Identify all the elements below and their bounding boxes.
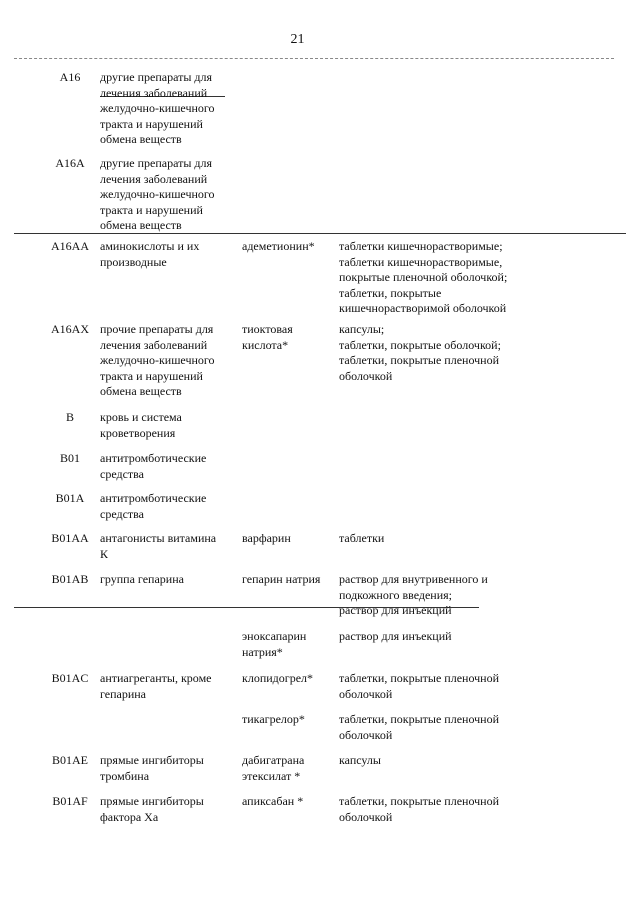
atc-group-name-line: тракта и нарушений [100, 368, 203, 383]
drug-name [242, 531, 337, 547]
dosage-forms-line: подкожного введения; [339, 587, 452, 602]
dosage-forms-line: раствор для инъекций [339, 629, 452, 643]
atc-group-name-line: антитромботические [100, 451, 207, 465]
atc-code: B01AC [51, 671, 89, 685]
dosage-forms-line: таблетки, покрытые пленочной [339, 712, 500, 726]
atc-code: B01AF [52, 794, 88, 808]
atc-group-name-line: средства [100, 506, 145, 521]
dosage-forms-line: капсулы [339, 753, 381, 767]
drug-name-line: дабигатрана [242, 753, 305, 767]
drug-name [242, 671, 337, 687]
atc-group-name-line: лечения заболеваний [100, 337, 208, 352]
atc-group-name-line: желудочно-кишечного [100, 353, 215, 367]
dosage-forms-line: таблетки, покрытые оболочкой; [339, 337, 501, 352]
dosage-forms-line: таблетки [339, 531, 385, 545]
atc-code: B01AB [51, 572, 89, 586]
dosage-forms-line: покрытые пленочной оболочкой; [339, 270, 508, 284]
atc-group-name-line: лечения заболеваний [100, 85, 208, 100]
atc-group-name-line: прочие препараты для [100, 322, 214, 336]
atc-group-name [100, 572, 235, 588]
atc-group-name-line: прямые ингибиторы [100, 753, 204, 767]
dosage-forms [339, 712, 629, 743]
dosage-forms-line: раствор для инъекций [339, 603, 452, 617]
drug-name-line: натрия* [242, 644, 283, 659]
drug-name [242, 572, 337, 588]
dosage-forms-line: таблетки кишечнорастворимые; [339, 239, 503, 253]
dosage-forms-line: таблетки, покрытые пленочной [339, 671, 500, 685]
atc-code: A16AA [51, 239, 89, 253]
atc-group-name-line: фактора Ха [100, 809, 159, 824]
dosage-forms-line: капсулы; [339, 322, 385, 336]
atc-group-name-line: тракта и нарушений [100, 202, 203, 217]
drug-name-line: варфарин [242, 531, 291, 545]
atc-group-name-line: производные [100, 254, 167, 269]
atc-group-name [100, 671, 235, 702]
atc-group-name [100, 531, 235, 562]
atc-group-name [100, 322, 235, 400]
dosage-forms-line: таблетки, покрытые пленочной [339, 353, 500, 367]
drug-name [242, 753, 337, 784]
dosage-forms [339, 671, 629, 702]
atc-group-name-line: аминокислоты и их [100, 239, 200, 253]
atc-code: B01AA [51, 531, 89, 545]
atc-group-name-line: лечения заболеваний [100, 171, 208, 186]
atc-group-name-line: тромбина [100, 768, 150, 783]
page-number: 21 [290, 32, 305, 47]
drug-name [242, 629, 337, 660]
dosage-forms [339, 322, 629, 384]
drug-name [242, 712, 337, 728]
dosage-forms [339, 239, 629, 317]
dosage-forms-line: оболочкой [339, 727, 393, 742]
atc-group-name-line: тракта и нарушений [100, 116, 203, 131]
atc-group-name [100, 753, 235, 784]
atc-code: B01A [55, 491, 85, 505]
atc-group-name-line: прямые ингибиторы [100, 794, 204, 808]
atc-code: A16 [59, 70, 81, 84]
atc-group-name-line: желудочно-кишечного [100, 101, 215, 115]
atc-code: B01 [59, 451, 80, 465]
dosage-forms [339, 753, 629, 769]
atc-group-name-line: желудочно-кишечного [100, 187, 215, 201]
atc-group-name-line: группа гепарина [100, 572, 184, 586]
atc-group-name [100, 70, 235, 148]
drug-name-line: тикагрелор* [242, 712, 305, 726]
dosage-forms-line: оболочкой [339, 809, 393, 824]
top-rule [14, 58, 614, 59]
drug-name [242, 322, 337, 353]
dosage-forms [339, 629, 629, 645]
drug-name-line: кислота* [242, 337, 289, 352]
atc-group-name-line: К [100, 546, 109, 561]
atc-group-name-line: антитромботические [100, 491, 207, 505]
atc-group-name-line: обмена веществ [100, 132, 182, 146]
atc-code: A16AX [51, 322, 89, 336]
drug-name-line: эноксапарин [242, 629, 307, 643]
atc-group-name-line: гепарина [100, 686, 147, 701]
dosage-forms [339, 531, 629, 547]
drug-name-line: этексилат * [242, 768, 301, 783]
atc-group-name-line: другие препараты для [100, 70, 213, 84]
atc-group-name [100, 491, 235, 522]
drug-name-line: адеметионин* [242, 239, 315, 253]
drug-name [242, 794, 337, 810]
dosage-forms-line: оболочкой [339, 368, 393, 383]
dosage-forms-line: таблетки кишечнорастворимые, [339, 254, 503, 269]
drug-name-line: тиоктовая [242, 322, 293, 336]
atc-group-name-line: обмена веществ [100, 218, 182, 232]
atc-code: A16A [55, 156, 85, 170]
atc-group-name [100, 239, 235, 270]
atc-group-name [100, 410, 235, 441]
atc-group-name-line: средства [100, 466, 145, 481]
dosage-forms [339, 794, 629, 825]
atc-group-name-line: другие препараты для [100, 156, 213, 170]
atc-code: B01AE [52, 753, 88, 767]
dosage-forms-line: кишечнорастворимой оболочкой [339, 301, 507, 315]
atc-group-name-line: антагонисты витамина [100, 531, 217, 545]
atc-code: B [65, 410, 74, 424]
dosage-forms-line: таблетки, покрытые [339, 285, 442, 300]
dosage-forms-line: раствор для внутривенного и [339, 572, 488, 586]
drug-name-line: клопидогрел* [242, 671, 314, 685]
atc-group-name-line: обмена веществ [100, 384, 182, 398]
dosage-forms-line: таблетки, покрытые пленочной [339, 794, 500, 808]
atc-group-name [100, 156, 235, 234]
dosage-forms [339, 572, 629, 619]
dosage-forms-line: оболочкой [339, 686, 393, 701]
drug-name-line: гепарин натрия [242, 572, 321, 586]
atc-group-name-line: кроветворения [100, 425, 176, 440]
drug-name-line: апиксабан * [242, 794, 304, 808]
atc-group-name [100, 794, 235, 825]
atc-group-name-line: кровь и система [100, 410, 182, 424]
drug-name [242, 239, 337, 255]
atc-group-name-line: антиагреганты, кроме [100, 671, 212, 685]
atc-group-name [100, 451, 235, 482]
